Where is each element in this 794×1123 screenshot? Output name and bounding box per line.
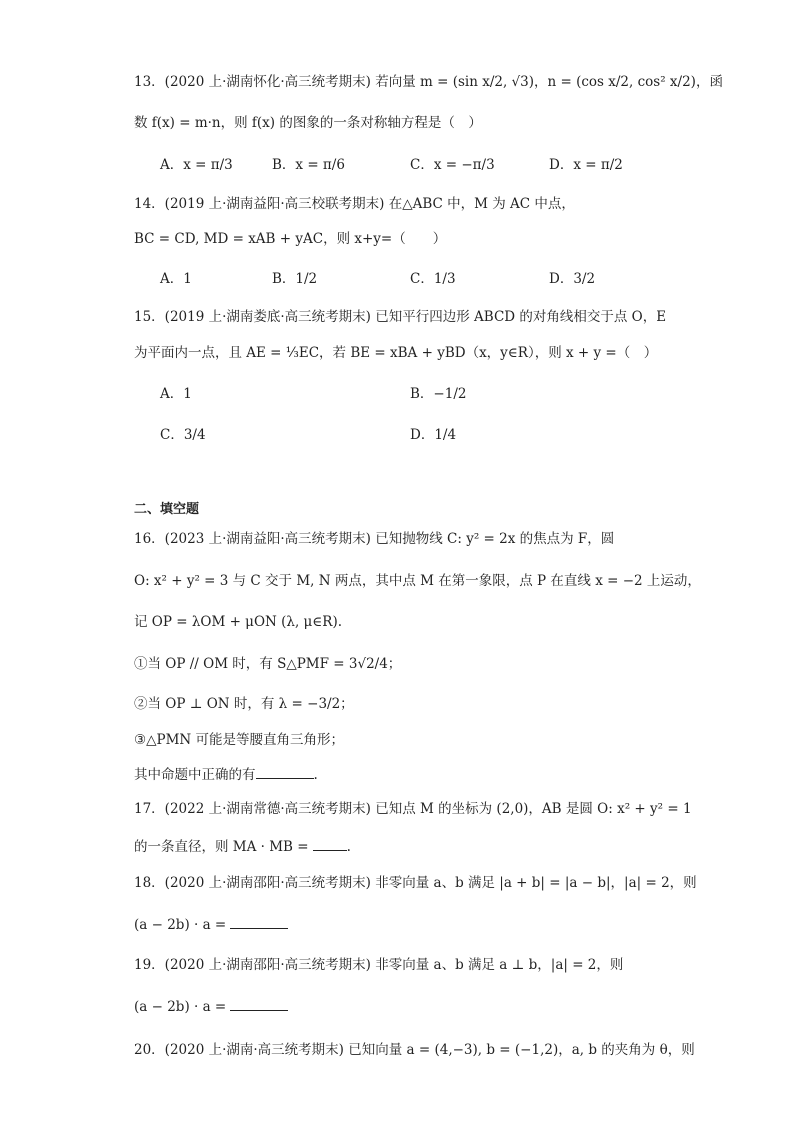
q14-option-c: C．1/3 <box>410 271 456 287</box>
q19-line-1: 19．(2020 上·湖南邵阳·高三统考期末) 非零向量 a、b 满足 a ⊥ b，|a| = 2，则 <box>134 957 624 973</box>
q13-line-2: 数 f(x) = m·n，则 f(x) 的图象的一条对称轴方程是（ ） <box>134 115 482 131</box>
q17-prompt: 的一条直径，则 MA · MB = <box>134 839 309 855</box>
q16-line-4: ①当 OP // OM 时，有 S△PMF = 3√2/4； <box>134 656 402 672</box>
section-title: 二、填空题 <box>134 502 200 517</box>
q14-option-d: D．3/2 <box>549 271 596 287</box>
q14-option-a: A．1 <box>160 271 192 287</box>
q13-option-c: C．x = −π/3 <box>410 157 495 173</box>
q15-line-1: 15．(2019 上·湖南娄底·高三统考期末) 已知平行四边形 ABCD 的对角线相交于点 O，E <box>134 309 667 325</box>
q16-line-5: ②当 OP ⊥ ON 时，有 λ = −3/2； <box>134 696 354 712</box>
answer-blank <box>230 914 288 929</box>
q17-line-2 <box>134 836 351 857</box>
q15-option-a: A．1 <box>160 386 192 402</box>
answer-blank <box>230 996 288 1011</box>
q15-option-d: D．1/4 <box>410 427 457 443</box>
q14-line-2: BC = CD, MD = xAB + yAC，则 x+y=（ ） <box>134 231 447 247</box>
q13-option-d: D．x = π/2 <box>549 157 623 173</box>
q16-line-6: ③△PMN 可能是等腰直角三角形； <box>134 732 344 748</box>
q16-prompt: 其中命题中正确的有 <box>134 767 256 783</box>
answer-blank <box>256 764 314 779</box>
q17-line-1: 17．(2022 上·湖南常德·高三统考期末) 已知点 M 的坐标为 (2,0)，AB 是圆 O: x² + y² = 1 <box>134 801 692 817</box>
q13-line-1: 13．(2020 上·湖南怀化·高三统考期末) 若向量 m = (sin x/2, √3)，n = (cos x/2, cos² x/2)，函 <box>134 74 723 90</box>
q16-line-7 <box>134 764 318 785</box>
q15-line-2: 为平面内一点，且 AE = ⅓EC，若 BE = xBA + yBD（x，y∈R），则 x + y =（ ） <box>134 345 658 361</box>
q15-option-b: B．−1/2 <box>410 386 467 402</box>
q18-prompt: (a − 2b) · a = <box>134 917 227 933</box>
q18-line-1: 18．(2020 上·湖南邵阳·高三统考期末) 非零向量 a、b 满足 |a + b| = |a − b|，|a| = 2，则 <box>134 875 697 891</box>
q16-end-mark: . <box>313 767 318 783</box>
q16-line-1: 16．(2023 上·湖南益阳·高三统考期末) 已知抛物线 C: y² = 2x 的焦点为 F，圆 <box>134 531 615 547</box>
q19-line-2 <box>134 996 288 1017</box>
q15-option-c: C．3/4 <box>160 427 206 443</box>
q18-line-2 <box>134 914 288 935</box>
q16-line-2: O: x² + y² = 3 与 C 交于 M, N 两点，其中点 M 在第一象限，点 P 在直线 x = −2 上运动， <box>134 573 701 589</box>
answer-blank <box>313 836 347 851</box>
q13-option-a: A．x = π/3 <box>160 157 233 173</box>
q14-option-b: B．1/2 <box>272 271 318 287</box>
q13-option-b: B．x = π/6 <box>272 157 345 173</box>
q20-line-1: 20．(2020 上·湖南·高三统考期末) 已知向量 a = (4,−3), b = (−1,2)，a, b 的夹角为 θ，则 <box>134 1042 695 1058</box>
q16-line-3: 记 OP = λOM + μON (λ, μ∈R). <box>134 614 343 630</box>
q14-line-1: 14．(2019 上·湖南益阳·高三校联考期末) 在△ABC 中，M 为 AC 中点， <box>134 196 575 212</box>
q19-prompt: (a − 2b) · a = <box>134 999 227 1015</box>
q17-end-mark: . <box>346 839 351 855</box>
